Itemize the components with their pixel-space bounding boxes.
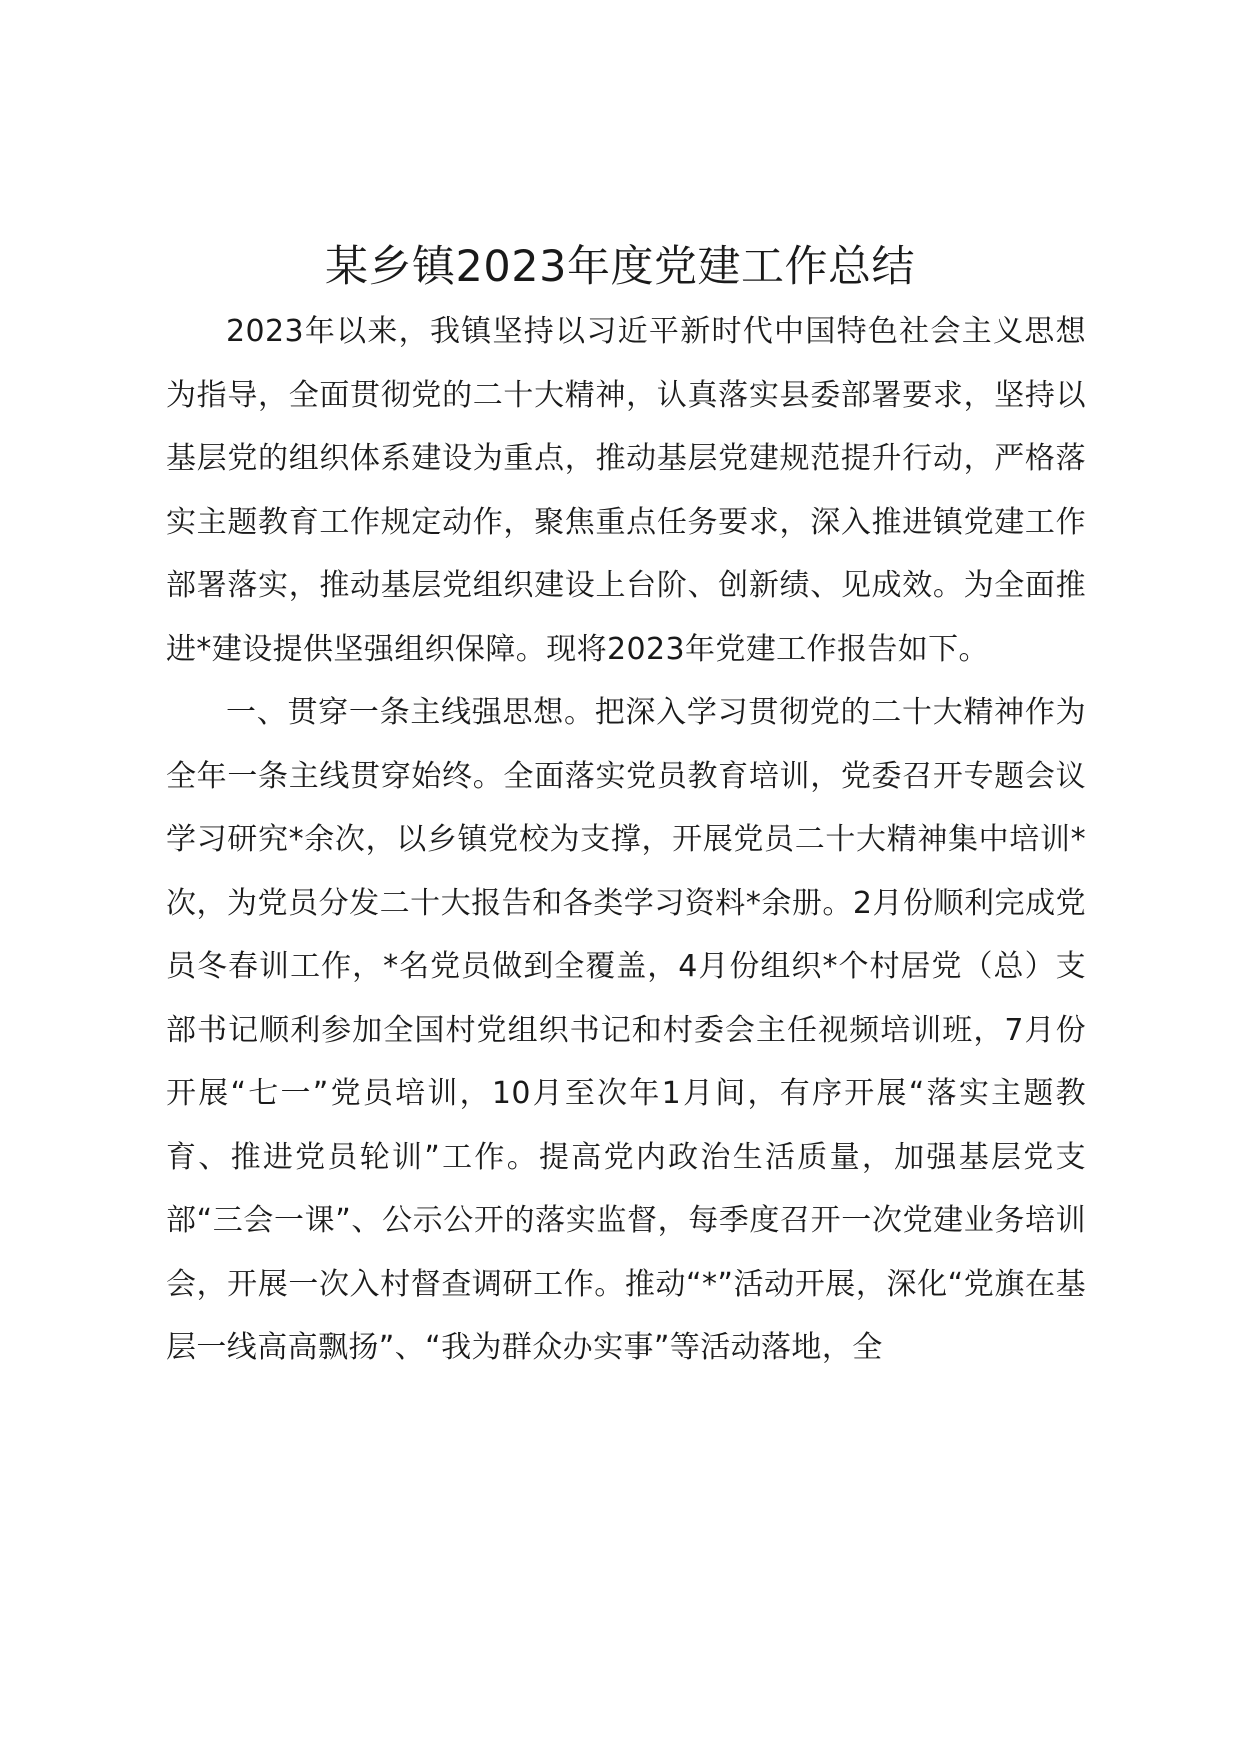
section-one-paragraph: 一、贯穿一条主线强思想。把深入学习贯彻党的二十大精神作为全年一条主线贯穿始终。全面落实党员教育培训，党委召开专题会议学习研究*余次，以乡镇党校为支撑，开展党员二十大精神集中培训*次，为党员分发二十大报告和各类学习资料*余册。2月份顺利完成党员冬春训工作，*名党员做到全覆盖，4月份组织*个村居党（总）支部书记顺利参加全国村党组织书记和村委会主任视频培训班，7月份开展“七一”党员培训，10月至次年1月间，有序开展“落实主题教育、推进党员轮训”工作。提高党内政治生活质量，加强基层党支部“三会一课”、公示公开的落实监督，每季度召开一次党建业务培训会，开展一次入村督查调研工作。推动“*”活动开展，深化“党旗在基层一线高高飘扬”、“我为群众办实事”等活动落地，全 [166,695,1086,1365]
document-body [166,300,1086,1380]
document-title: 某乡镇2023年度党建工作总结 [325,242,915,292]
intro-paragraph: 2023年以来，我镇坚持以习近平新时代中国特色社会主义思想为指导，全面贯彻党的二十大精神，认真落实县委部署要求，坚持以基层党的组织体系建设为重点，推动基层党建规范提升行动，严格落实主题教育工作规定动作，聚焦重点任务要求，深入推进镇党建工作部署落实，推动基层党组织建设上台阶、创新绩、见成效。为全面推进*建设提供坚强组织保障。现将2023年党建工作报告如下。 [166,314,1086,667]
